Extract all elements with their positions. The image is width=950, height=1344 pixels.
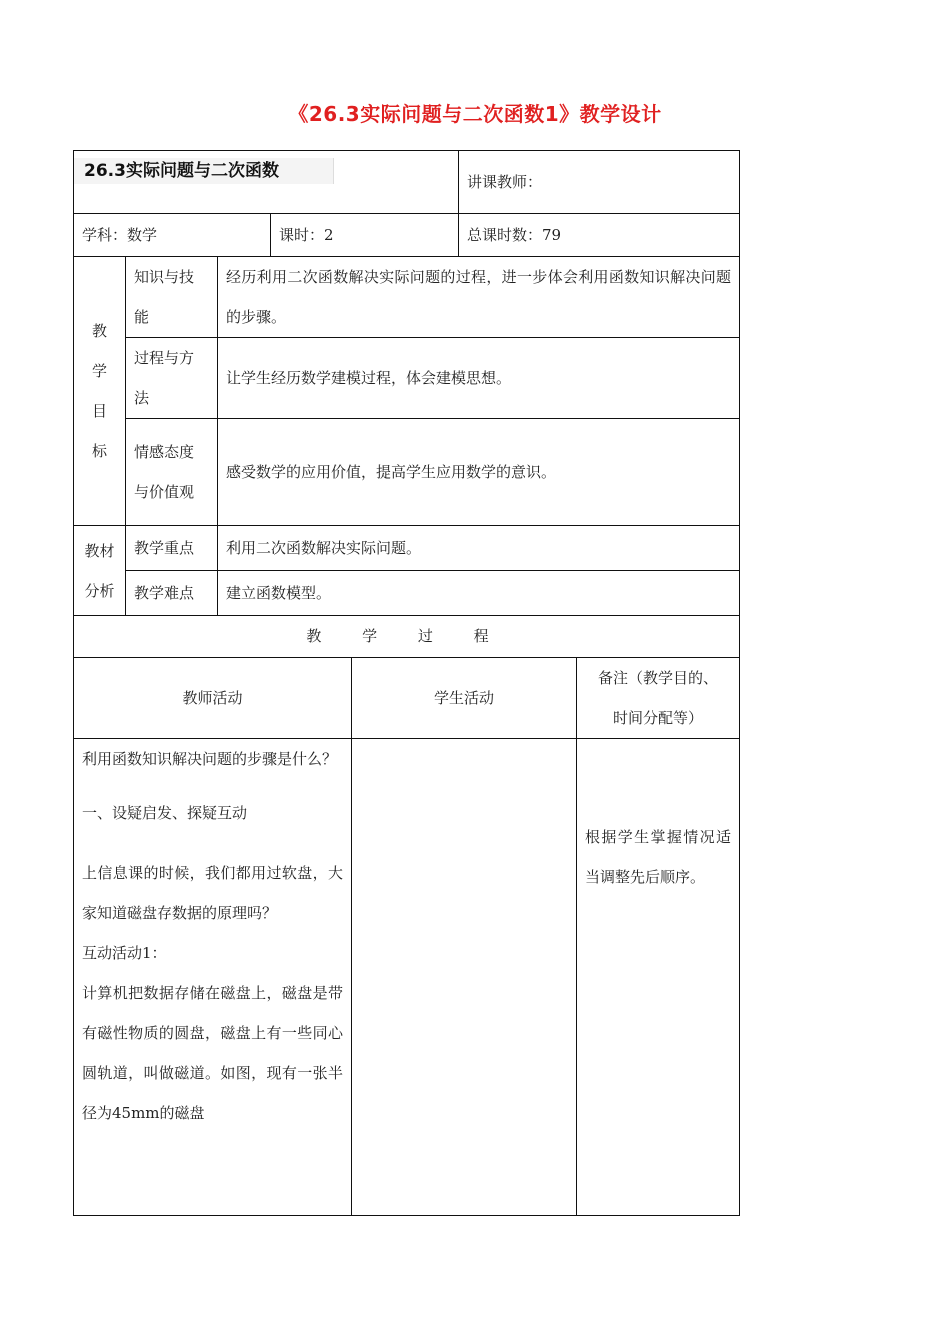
objectives-label-char: 教 bbox=[91, 322, 107, 340]
objective-label-line: 过程与方 bbox=[134, 349, 195, 367]
objective-row-process bbox=[74, 338, 740, 419]
process-body-row bbox=[74, 739, 740, 1216]
objective-label-process bbox=[126, 338, 218, 419]
col-header-teacher: 教师活动 bbox=[74, 658, 352, 739]
col-header-notes bbox=[577, 658, 740, 739]
col-header-student: 学生活动 bbox=[352, 658, 577, 739]
teacher-label: 讲课教师： bbox=[467, 173, 543, 191]
teacher-paragraph: 一、设疑启发、探疑互动 bbox=[82, 804, 248, 822]
total-hours-label: 总课时数：79 bbox=[467, 226, 562, 244]
notes-header-line: 备注（教学目的、 bbox=[598, 669, 719, 687]
key-point-label: 教学重点 bbox=[126, 526, 218, 571]
process-header-row bbox=[74, 658, 740, 739]
objective-content-emotion: 感受数学的应用价值，提高学生应用数学的意识。 bbox=[218, 419, 740, 526]
objectives-label-char: 学 bbox=[91, 362, 107, 380]
teacher-activity-cell bbox=[74, 739, 352, 1216]
objective-content-process: 让学生经历数学建模过程，体会建模思想。 bbox=[218, 338, 740, 419]
subject-label: 学科：数学 bbox=[82, 226, 158, 244]
process-title-text: 教 学 过 程 bbox=[306, 627, 507, 645]
notes-cell bbox=[577, 739, 740, 1216]
lesson-hours-label: 课时：2 bbox=[279, 226, 334, 244]
teacher-paragraph: 利用函数知识解决问题的步骤是什么？ bbox=[82, 750, 338, 768]
analysis-group-label bbox=[74, 526, 126, 616]
objective-label-knowledge bbox=[126, 257, 218, 338]
process-title-row bbox=[74, 616, 740, 658]
difficulty-content: 建立函数模型。 bbox=[218, 571, 740, 616]
lesson-plan-table bbox=[73, 150, 740, 1216]
analysis-label-line: 教材 bbox=[84, 541, 115, 560]
objective-row-emotion bbox=[74, 419, 740, 526]
subject-cell bbox=[74, 214, 271, 257]
total-hours-cell bbox=[459, 214, 740, 257]
objectives-label-char: 标 bbox=[91, 442, 107, 460]
difficulty-label: 教学难点 bbox=[126, 571, 218, 616]
objective-row-knowledge bbox=[74, 257, 740, 338]
objective-label-line: 法 bbox=[134, 389, 150, 407]
teacher-paragraph: 上信息课的时候，我们都用过软盘，大家知道磁盘存数据的原理吗？ bbox=[82, 864, 343, 922]
lesson-heading: 26.3实际问题与二次函数 bbox=[74, 158, 334, 184]
objective-label-line: 与价值观 bbox=[134, 483, 195, 501]
teacher-cell bbox=[459, 151, 740, 214]
objective-content-knowledge: 经历利用二次函数解决实际问题的过程，进一步体会利用函数知识解决问题的步骤。 bbox=[218, 257, 740, 338]
lesson-heading-cell bbox=[74, 151, 459, 214]
teacher-paragraph: 计算机把数据存储在磁盘上，磁盘是带有磁性物质的圆盘，磁盘上有一些同心圆轨道，叫做磁道。如图，现有一张半径为45mm的磁盘 bbox=[82, 984, 343, 1122]
key-point-content: 利用二次函数解决实际问题。 bbox=[218, 526, 740, 571]
header-row bbox=[74, 151, 740, 214]
lesson-hours-cell bbox=[271, 214, 459, 257]
objectives-label-char: 目 bbox=[91, 402, 107, 420]
notes-text: 根据学生掌握情况适当调整先后顺序。 bbox=[585, 828, 732, 886]
objective-label-line: 情感态度 bbox=[134, 443, 195, 461]
student-activity-cell bbox=[352, 739, 577, 1216]
info-row bbox=[74, 214, 740, 257]
objectives-group-label bbox=[74, 257, 126, 526]
analysis-row-key bbox=[74, 526, 740, 571]
process-section-title bbox=[74, 616, 740, 658]
objective-label-line: 能 bbox=[134, 308, 150, 326]
analysis-label-line: 分析 bbox=[84, 581, 115, 600]
teacher-paragraph: 互动活动1： bbox=[82, 944, 167, 962]
objective-label-emotion bbox=[126, 419, 218, 526]
analysis-row-difficulty bbox=[74, 571, 740, 616]
page-title: 《26.3实际问题与二次函数1》教学设计 bbox=[288, 102, 662, 126]
notes-header-line: 时间分配等） bbox=[613, 709, 704, 727]
objective-label-line: 知识与技 bbox=[134, 268, 195, 286]
